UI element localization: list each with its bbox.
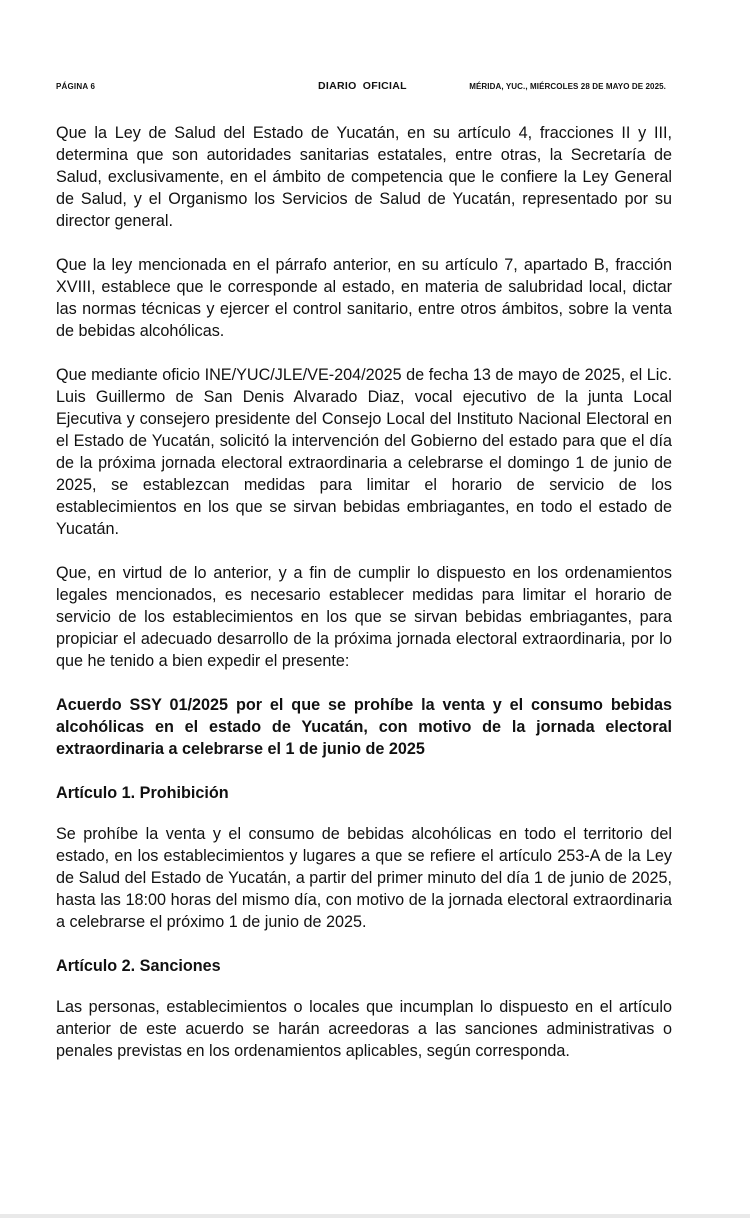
paragraph-2: Que la ley mencionada en el párrafo anterior, en su artículo 7, apartado B, fracción XVIII, establece que le corresponde al estado, en materia de salubridad local, dictar las normas técnicas y ejercer el control sanitario, entre otros ámbitos, sobre la venta de bebidas alcohólicas.	[56, 256, 672, 340]
page-edge	[0, 1214, 750, 1218]
article-1-text: Se prohíbe la venta y el consumo de bebidas alcohólicas en todo el territorio del estado, en los establecimientos y lugares a que se refiere el artículo 253-A de la Ley de Salud del Estado de Yucatán, a partir del primer minuto del día 1 de junio de 2025, hasta las 18:00 horas del mismo día, con motivo de la jornada electoral extraordinaria a celebrarse el próximo 1 de junio de 2025.	[56, 825, 672, 931]
agreement-title: Acuerdo SSY 01/2025 por el que se prohíbe la venta y el consumo bebidas alcohólicas en el estado de Yucatán, con motivo de la jornada electoral extraordinaria a celebrarse el 1 de junio de 2025	[56, 696, 672, 758]
paragraph-1: Que la Ley de Salud del Estado de Yucatán, en su artículo 4, fracciones II y III, determina que son autoridades sanitarias estatales, entre otras, la Secretaría de Salud, exclusivamente, en el ámbito de competencia que le confiere la Ley General de Salud, y el Organismo los Servicios de Salud de Yucatán, representado por su director general.	[56, 124, 672, 230]
publication-name: DIARIO OFICIAL	[318, 80, 407, 92]
place-date: MÉRIDA, YUC., MIÉRCOLES 28 DE MAYO DE 2025.	[469, 82, 666, 91]
paragraph-4: Que, en virtud de lo anterior, y a fin de cumplir lo dispuesto en los ordenamientos legales mencionados, es necesario establecer medidas para limitar el horario de servicio de los establecimientos en los que se sirvan bebidas embriagantes, para propiciar el adecuado desarrollo de la próxima jornada electoral extraordinaria, por lo que he tenido a bien expedir el presente:	[56, 564, 672, 670]
document-body	[56, 122, 672, 1084]
article-1-title: Artículo 1. Prohibición	[56, 784, 229, 802]
page-number: PÁGINA 6	[56, 82, 96, 91]
article-2-text: Las personas, establecimientos o locales que incumplan lo dispuesto en el artículo anterior de este acuerdo se harán acreedoras a las sanciones administrativas o penales previstas en los ordenamientos aplicables, según corresponda.	[56, 998, 672, 1060]
article-2-title: Artículo 2. Sanciones	[56, 957, 221, 975]
page-header	[56, 80, 668, 96]
paragraph-3: Que mediante oficio INE/YUC/JLE/VE-204/2025 de fecha 13 de mayo de 2025, el Lic. Luis Guillermo de San Denis Alvarado Diaz, vocal ejecutivo de la junta Local Ejecutiva y consejero presidente del Consejo Local del Instituto Nacional Electoral en el Estado de Yucatán, solicitó la intervención del Gobierno del estado para que el día de la próxima jornada electoral extraordinaria a celebrarse el domingo 1 de junio de 2025, se establezcan medidas para limitar el horario de servicio de los establecimientos en los que se sirvan bebidas embriagantes, en todo el estado de Yucatán.	[56, 366, 672, 538]
